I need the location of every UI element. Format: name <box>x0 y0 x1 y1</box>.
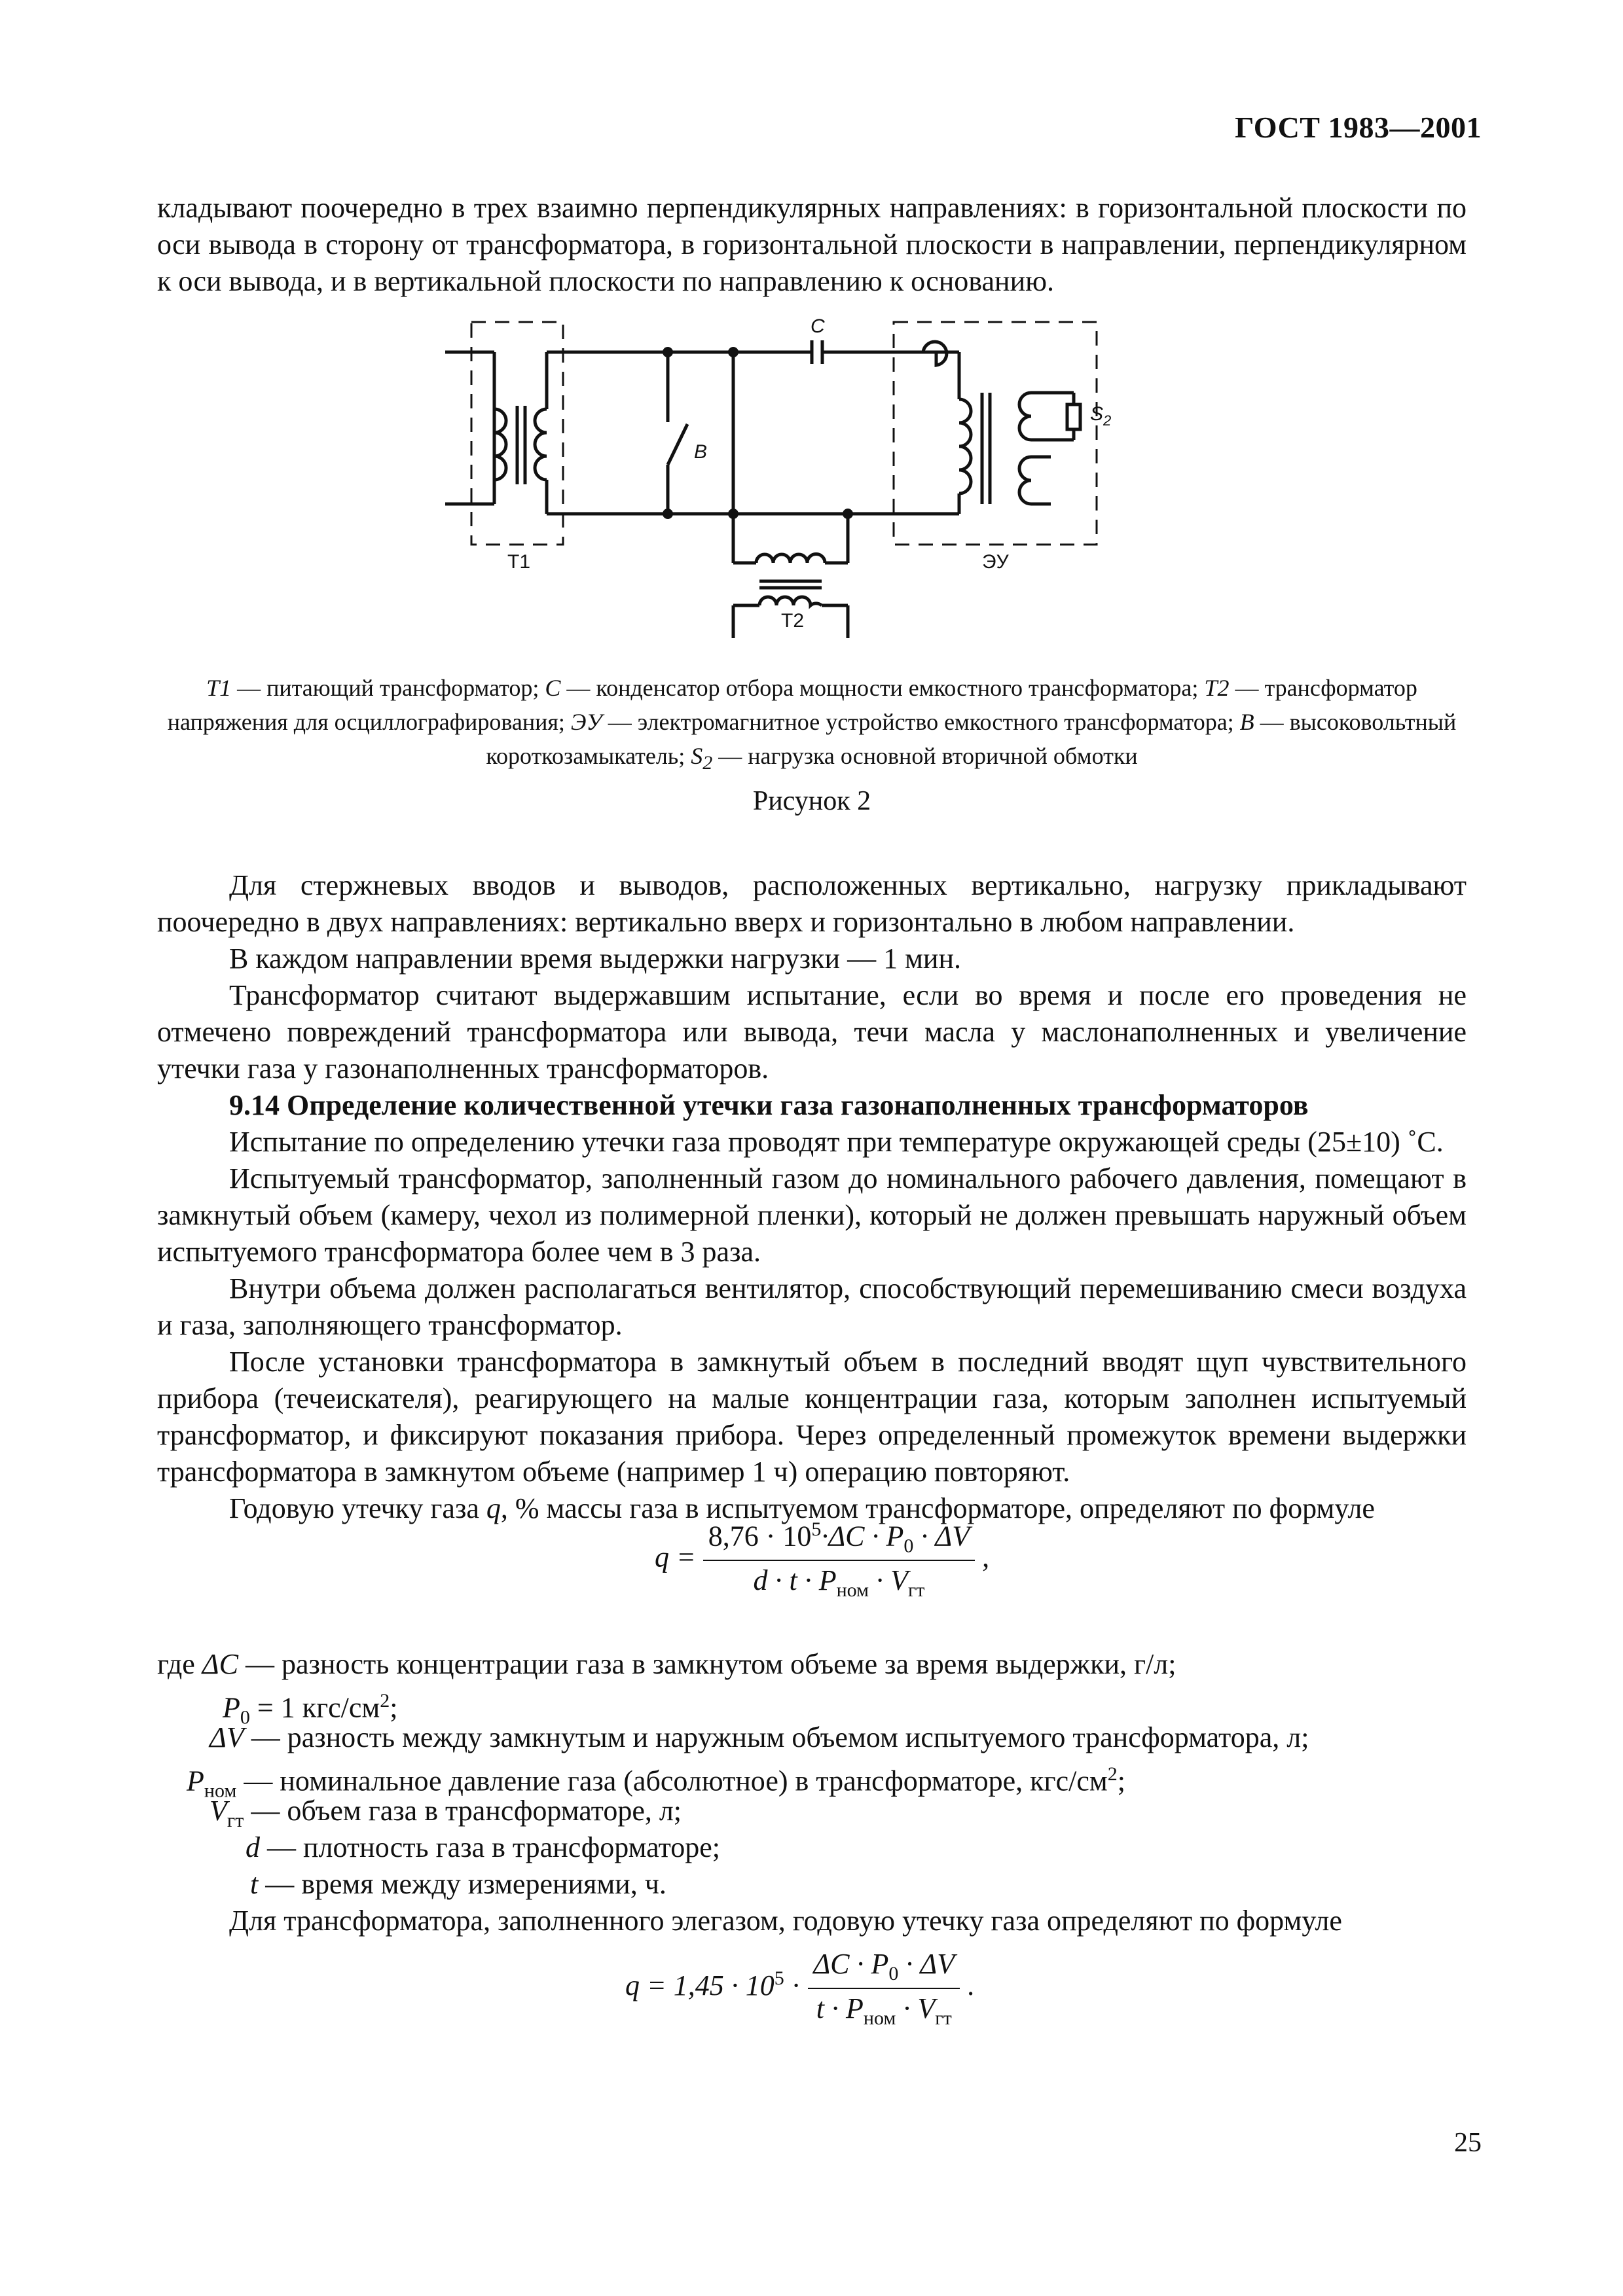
node-dot <box>728 509 739 519</box>
caption-t2-symbol: T2 <box>1204 675 1230 701</box>
eu-secondary-coil-1 <box>1019 393 1031 440</box>
caption-b-desc: — высоковольтный короткозамыкатель; <box>486 709 1457 769</box>
switch-b-blade <box>668 424 687 465</box>
legend-row: $V_{гт}$ — объем газа в трансформаторе, л; <box>210 1795 682 1831</box>
caption-t1-symbol: T1 <box>206 675 232 701</box>
label-c: C <box>811 315 825 337</box>
section-heading: 9.14 Определение количественной утечки газа газонаполненных трансформаторов <box>229 1089 1309 1121</box>
caption-eu-desc: — электромагнитное устройство емкостного трансформатора; <box>602 709 1240 735</box>
main-text-block <box>157 867 1467 1527</box>
label-t2: T2 <box>781 610 805 632</box>
label-b: B <box>694 441 708 463</box>
intro-paragraph-block <box>157 190 1467 300</box>
paragraph: Испытание по определению утечки газа проводят при температуре окружающей среды (25±10) ˚C. <box>229 1126 1444 1158</box>
document-header: ГОСТ 1983—2001 <box>1235 111 1482 144</box>
caption-c-symbol: C <box>545 675 561 701</box>
formula1-fraction <box>703 1518 975 1602</box>
formula1-numerator: $8,76 \cdot 10^5\cdot\Delta C \cdot P_0 \cdot \Delta V$ <box>703 1518 975 1561</box>
legend-row: $P_0 = 1$ кгс/$см^2$; <box>223 1690 398 1729</box>
formula-1 <box>655 1518 989 1602</box>
circuit-diagram <box>419 308 1205 655</box>
eu-primary-coil <box>959 399 971 493</box>
caption-c-desc: — конденсатор отбора мощности емкостного трансформатора; <box>560 675 1205 701</box>
load-s2-resistor <box>1067 404 1080 429</box>
eu-dashed-box <box>894 322 1097 545</box>
legend-row: ΔV — разность между замкнутым и наружным объемом испытуемого трансформатора, л; <box>210 1721 1309 1753</box>
caption-t2-desc: — трансформатор напряжения для осциллографирования; <box>167 675 1417 735</box>
label-t1: T1 <box>507 551 531 573</box>
caption-s2-symbol: $S_2$ <box>691 743 713 774</box>
formula-2: $q = 1,45 \cdot 10^5$ · $\frac{\Delta C \cdot P_0 \cdot \Delta V}{t \cdot P_{ном} \cdot V_{гт}}$ . <box>625 1948 975 2029</box>
page-number: 25 <box>1454 2128 1482 2158</box>
paragraph: Годовую утечку газа q, % массы газа в испытуемом трансформаторе, определяют по формуле <box>229 1492 1375 1524</box>
label-eu: ЭУ <box>982 551 1009 573</box>
t1-secondary-coil <box>535 409 547 480</box>
caption-eu-symbol: ЭУ <box>570 709 602 735</box>
formula1-lhs: q = <box>655 1541 696 1573</box>
node-dot <box>843 509 853 519</box>
label-s2: $S_2$ <box>1090 403 1112 429</box>
symbol-legend <box>157 1646 1467 1939</box>
legend-row <box>157 1903 1467 1939</box>
paragraph: Для стержневых вводов и выводов, расположенных вертикально, нагрузку прикладывают поочередно в двух направлениях: вертикально вверх и горизонтально в любом направлении. <box>157 869 1467 938</box>
formula1-denominator: $d \cdot t \cdot P_{ном} \cdot V_{гт}$ <box>753 1564 925 1602</box>
paragraph: Для трансформатора, заполненного элегазом, годовую утечку газа определяют по формуле <box>229 1905 1342 1937</box>
formula2-lhs: q = 1,45 · 10 <box>625 1969 775 2001</box>
figure-title: Рисунок 2 <box>752 786 871 816</box>
t1-primary-coil <box>494 409 506 480</box>
paragraph: Трансформатор считают выдержавшим испытание, если во время и после его проведения не отмечено повреждений трансформатора или вывода, течи масла у маслонаполненных и увеличение утечки газа у газонаполненных трансформаторов. <box>157 979 1467 1085</box>
node-dot <box>728 347 739 357</box>
caption-b-symbol: B <box>1239 709 1254 735</box>
legend-row: t — время между измерениями, ч. <box>250 1868 666 1900</box>
t2-primary-coil <box>756 554 825 564</box>
legend-row: d — плотность газа в трансформаторе; <box>246 1831 720 1863</box>
formula2-denominator: $t \cdot P_{ном} \cdot V_{гт}$ <box>816 1992 952 2029</box>
eu-secondary-coil-2 <box>1019 457 1031 504</box>
formula2-trail: . <box>967 1969 975 2001</box>
formula2-fraction <box>808 1947 960 2030</box>
paragraph: Внутри объема должен располагаться вентилятор, способствующий перемешиванию смеси воздуха и газа, заполняющего трансформатор. <box>157 1272 1467 1341</box>
node-dot <box>663 509 673 519</box>
legend-row: $P_{ном}$ — номинальное давление газа (абсолютное) в трансформаторе, кгс/$см^2$; <box>187 1763 1125 1802</box>
paragraph: Испытуемый трансформатор, заполненный газом до номинального рабочего давления, помещают в замкнутый объем (камеру, чехол из полимерной пленки), который не должен превышать наружный объем испытуемого трансформатора более чем в 3 раза. <box>157 1162 1467 1268</box>
figure-caption <box>157 671 1467 780</box>
intro-paragraph: кладывают поочередно в трех взаимно перпендикулярных направлениях: в горизонтальной плоскости по оси вывода в сторону от трансформатора, в горизонтальной плоскости в направлении, перпендикулярном к оси вывода, и в вертикальной плоскости по направлению к основанию. <box>157 192 1467 297</box>
t2-secondary-coil <box>759 597 822 605</box>
node-dot <box>663 347 673 357</box>
formula1-trail: , <box>982 1541 990 1573</box>
paragraph: В каждом направлении время выдержки нагрузки — 1 мин. <box>229 942 962 975</box>
caption-s2-desc: — нагрузка основной вторичной обмотки <box>712 743 1138 769</box>
paragraph: После установки трансформатора в замкнутый объем в последний вводят щуп чувствительного прибора (течеискателя), реагирующего на малые концентрации газа, которым заполнен испытуемый трансформатор, и фиксируют показания прибора. Через определенный промежуток времени выдержки трансформатора в замкнутом объеме (например 1 ч) операцию повторяют. <box>157 1346 1467 1488</box>
legend-row: где ΔC — разность концентрации газа в замкнутом объеме за время выдержки, г/л; <box>157 1648 1176 1680</box>
caption-t1-desc: — питающий трансформатор; <box>231 675 545 701</box>
formula2-numerator: $\Delta C \cdot P_0 \cdot \Delta V$ <box>808 1947 960 1989</box>
